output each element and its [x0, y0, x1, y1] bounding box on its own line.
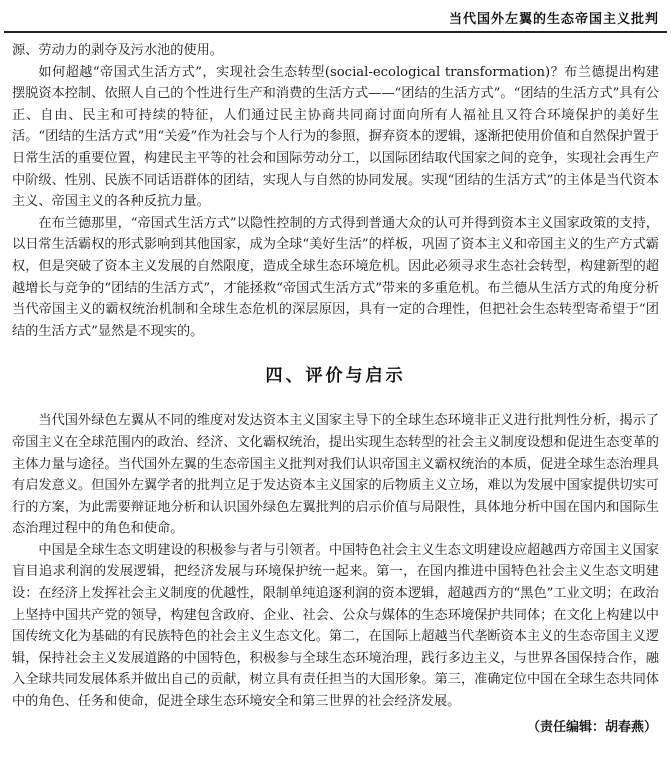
header-rule: [4, 31, 667, 33]
editor-credit: （责任编辑：胡春燕）: [526, 719, 657, 735]
paragraph: 当代国外绿色左翼从不同的维度对发达资本主义国家主导下的全球生态环境非正义进行批判性分析，揭示了帝国主义在全球范围内的政治、经济、文化霸权统治，提出实现生态转型的社会主义制度设想和促进生态变革的主体力量与途径。当代国外左翼的生态帝国主义批判对我们认识帝国主义霸权统治的本质，促进全球生态治理具有启发意义。但国外左翼学者的批判立足于发达资本主义国家的后物质主义立场，难以为发展中国家提供切实可行的方案，为此需要辩证地分析和认识国外绿色左翼批判的启示价值与局限性，具体地分析中国在国内和国际生态治理过程中的角色和使命。: [12, 413, 659, 537]
article-body: [12, 40, 659, 739]
paragraph: 如何超越“帝国式生活方式”，实现社会生态转型(social-ecological transformation)？布兰德提出构建摆脱资本控制、依照人自己的个性进行生产和消费的生活方式——“团结的生活方式”。“团结的生活方式”具有公正、自由、民主和可持续的特征，人们通过民主协商共同商讨面向所有人福祉且又符合环境保护的美好生活。“团结的生活方式”用“关爱”作为社会与个人行为的参照，摒弃资本的逻辑，逐渐把使用价值和自然保护置于日常生活的重要位置，构建民主平等的社会和国际劳动分工，以国际团结取代国家之间的竞争，实现社会再生产中阶级、性别、民族不同话语群体的团结，实现人与自然的协同发展。实现“团结的生活方式”的主体是当代资本主义、帝国主义的各种反抗力量。: [12, 64, 659, 210]
paragraph-continuation: 源、劳动力的剥夺及污水池的使用。: [12, 43, 223, 58]
section-heading: 四、评价与启示: [265, 366, 406, 387]
running-header: 当代国外左翼的生态帝国主义批判: [448, 12, 659, 27]
paragraph: 中国是全球生态文明建设的积极参与者与引领者。中国特色社会主义生态文明建设应超越西方帝国主义国家盲目追求利润的发展逻辑，把经济发展与环境保护统一起来。第一，在国内推进中国特色社会主义生态文明建设：在经济上发挥社会主义制度的优越性，限制单纯追逐利润的资本逻辑，超越西方的“黑色”工业文明；在政治上坚持中国共产党的领导，构建包含政府、企业、社会、公众与媒体的生态环境保护共同体；在文化上构建以中国传统文化为基础的有民族特色的社会主义生态文化。第二，在国际上超越当代垄断资本主义的生态帝国主义逻辑，保持社会主义发展道路的中国特色，积极参与全球生态环境治理，践行多边主义，与世界各国保持合作，融入全球共同发展体系并做出自己的贡献，树立具有责任担当的大国形象。第三，准确定位中国在全球生态共同体中的角色、任务和使命，促进全球生态环境安全和第三世界的社会经济发展。: [12, 542, 659, 710]
paragraph: 在布兰德那里，“帝国式生活方式”以隐性控制的方式得到普通大众的认可并得到资本主义国家政策的支持，以日常生活霸权的形式影响到其他国家，成为全球“美好生活”的样板，巩固了资本主义和帝国主义的生产方式霸权，但是突破了资本主义发展的自然限度，造成全球生态环境危机。因此必须寻求生态社会转型，构建新型的超越增长与竞争的“团结的生活方式”，才能拯救“帝国式生活方式”带来的多重危机。布兰德从生活方式的角度分析当代帝国主义的霸权统治机制和全球生态危机的深层原因，具有一定的合理性，但把社会生态转型寄希望于“团结的生活方式”显然是不现实的。: [12, 215, 659, 339]
